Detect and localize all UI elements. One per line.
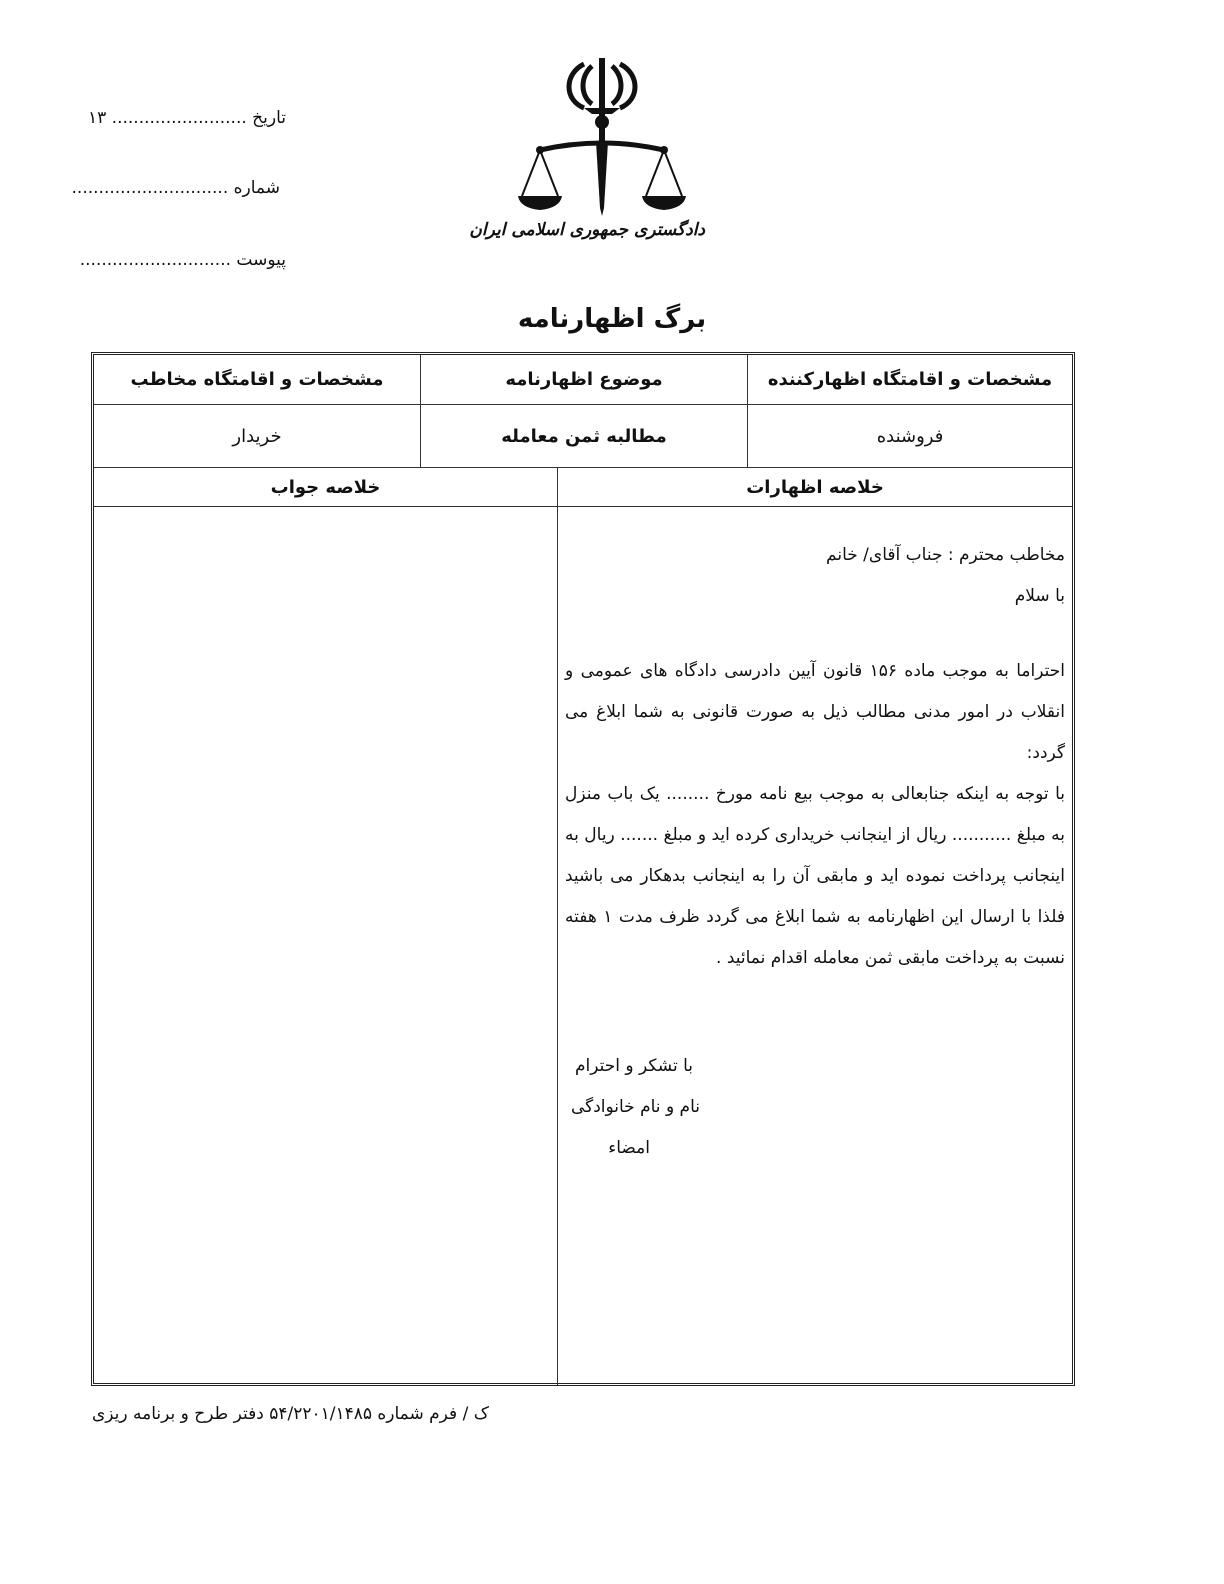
- emblem-caption: دادگستری جمهوری اسلامی ایران: [469, 220, 705, 240]
- statement-paragraph-1: احتراما به موجب ماده ۱۵۶ قانون آیین دادرسی دادگاه های عمومی و انقلاب در امور مدنی مطالب ذیل به صورت قانونی به شما ابلاغ می گردد:: [565, 661, 1065, 763]
- header-declarant: مشخصات و اقامتگاه اظهارکننده: [767, 369, 1053, 390]
- greeting: با سلام: [1014, 586, 1065, 606]
- header-addressee: مشخصات و اقامتگاه مخاطب: [130, 369, 384, 390]
- attachment-field: پیوست ............................: [79, 250, 286, 270]
- declarant-value: فروشنده: [876, 425, 944, 447]
- name-label: نام و نام خانوادگی: [570, 1097, 700, 1117]
- statements-header: خلاصه اظهارات: [746, 476, 884, 498]
- subject-value: مطالبه ثمن معامله: [501, 425, 667, 447]
- closing-text: با تشکر و احترام: [575, 1056, 693, 1076]
- statement-paragraph-2: با توجه به اینکه جنابعالی به موجب بیع نامه مورخ ........ یک باب منزل به مبلغ ........... ریال از اینجانب خریداری کرده اید و مبلغ ....... ریال به اینجانب پرداخت نموده اید و مابقی آن را به اینجانب بدهکار می باشید فلذا با ارسال این اظهارنامه به شما ابلاغ می گردد ظرف مدت ۱ هفته نسبت به پرداخت مابقی ثمن معامله اقدام نمائید .: [565, 784, 1065, 968]
- addressee-value: خریدار: [232, 425, 282, 447]
- form-footer: ک / فرم شماره ۵۴/۲۲۰۱/۱۴۸۵ دفتر طرح و برنامه ریزی: [92, 1404, 489, 1424]
- salutation: مخاطب محترم : جناب آقای/ خانم: [826, 545, 1065, 565]
- number-field: شماره .............................: [71, 178, 280, 198]
- statement-body: [565, 535, 1065, 979]
- form-title: برگ اظهارنامه: [517, 304, 707, 334]
- signature-label: امضاء: [608, 1138, 650, 1158]
- header-subject: موضوع اظهارنامه: [505, 369, 663, 390]
- reply-header: خلاصه جواب: [270, 476, 381, 498]
- date-field: تاریخ ......................... ۱۳: [88, 108, 286, 128]
